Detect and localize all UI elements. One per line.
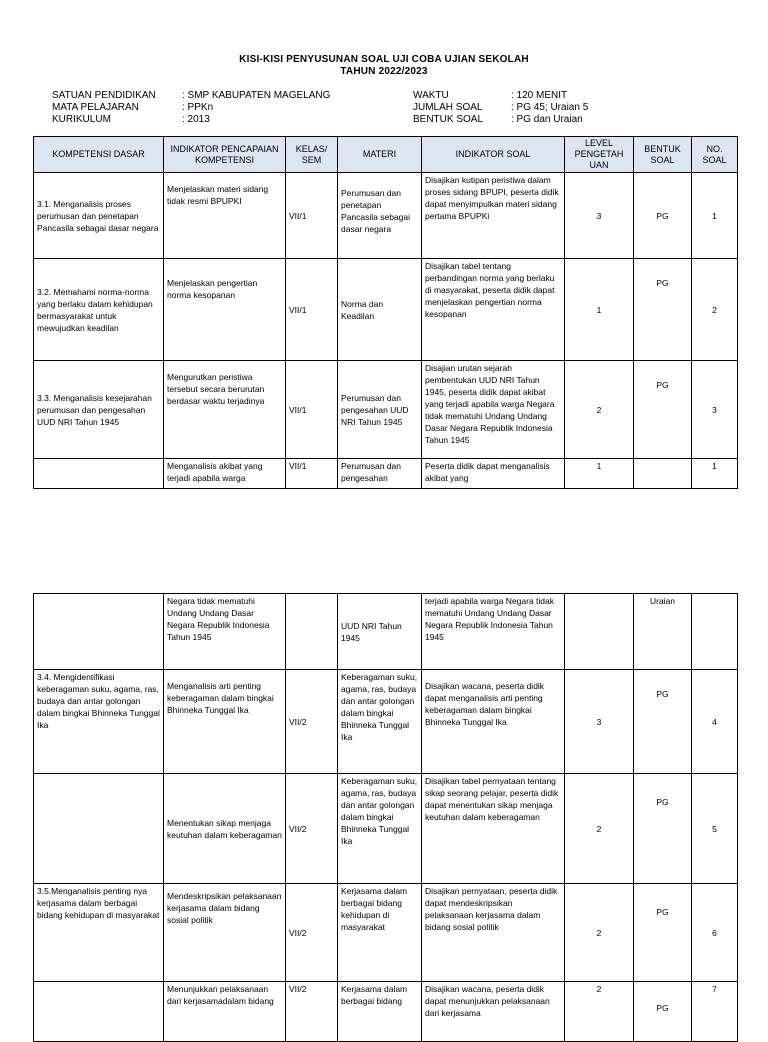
cell-kd	[34, 594, 164, 670]
cell-bentuk: PG	[634, 982, 692, 1042]
table-row	[34, 774, 738, 884]
cell-bentuk: Uraian	[634, 594, 692, 670]
kisi-table-page-2	[33, 593, 738, 1042]
cell-kelas: VII/2	[286, 982, 338, 1042]
cell-ipk: Menganalisis akibat yang terjadi apabila warga	[164, 459, 286, 489]
table-row	[34, 982, 738, 1042]
cell-materi: Kerjasama dalam berbagai bidang	[338, 982, 422, 1042]
cell-level	[565, 594, 634, 670]
cell-no: 2	[692, 259, 738, 361]
meta-right-values	[511, 90, 588, 126]
cell-bentuk: PG	[634, 670, 692, 774]
cell-ipk: Menjelaskan materi sidang tidak resmi BPUPKI	[164, 173, 286, 259]
cell-bentuk: PG	[634, 884, 692, 982]
header-indikator-pencapaian: INDIKATOR PENCAPAIAN KOMPETENSI	[164, 137, 286, 173]
table-row	[34, 173, 738, 259]
table-row	[34, 670, 738, 774]
cell-materi: Keberagaman suku, agama, ras, budaya dan antar golongan dalam bingkai Bhinneka Tunggal Ika	[338, 774, 422, 884]
meta-value: : PG 45; Uraian 5	[511, 102, 589, 113]
cell-materi: Perumusan dan pengesahan UUD NRI Tahun 1945	[338, 361, 422, 459]
cell-materi: UUD NRI Tahun 1945	[338, 594, 422, 670]
cell-kd: 3.2. Memahami norma-norma yang berlaku dalam kehidupan bermasyarakat untuk mewujudkan keadilan	[34, 259, 164, 361]
header-bentuk-soal: BENTUK SOAL	[634, 137, 692, 173]
meta-label: SATUAN PENDIDIKAN	[52, 90, 156, 101]
cell-materi: Perumusan dan penetapan Pancasila sebagai dasar negara	[338, 173, 422, 259]
cell-level: 2	[565, 884, 634, 982]
meta-value: : 2013	[182, 114, 210, 125]
cell-indikator: Disajikan pernyataan, peserta didik dapat mendeskripsikan pelaksanaan kerjasama dalam bidang sosial politik	[422, 884, 565, 982]
cell-kd	[34, 982, 164, 1042]
header-kompetensi-dasar: KOMPETENSI DASAR	[34, 137, 164, 173]
cell-no: 3	[692, 361, 738, 459]
cell-kd: 3.3. Menganalisis kesejarahan perumusan dan pengesahan UUD NRI Tahun 1945	[34, 361, 164, 459]
document-subtitle: TAHUN 2022/2023	[340, 66, 428, 77]
cell-bentuk: PG	[634, 774, 692, 884]
cell-kelas: VII/2	[286, 670, 338, 774]
cell-no	[692, 594, 738, 670]
cell-no: 5	[692, 774, 738, 884]
cell-indikator: terjadi apabila warga Negara tidak mematuhi Undang Undang Dasar Negara Republik Indonesia Tahun 1945	[422, 594, 565, 670]
cell-bentuk: PG	[634, 361, 692, 459]
kisi-table-page-1	[33, 136, 738, 489]
header-indikator-soal: INDIKATOR SOAL	[422, 137, 565, 173]
cell-indikator: Disajikan tabel pernyataan tentang sikap seorang pelajar, peserta didik dapat menentukan sikap menjaga keutuhan dalam keberagaman	[422, 774, 565, 884]
cell-indikator: Disajikan wacana, peserta didik dapat menganalisis arti penting keberagaman dalam bingkai Bhinneka Tunggal Ika	[422, 670, 565, 774]
meta-left-labels	[52, 90, 156, 126]
meta-value: : PPKn	[182, 102, 214, 113]
cell-level: 3	[565, 670, 634, 774]
cell-ipk: Menentukan sikap menjaga keutuhan dalam keberagaman	[164, 774, 286, 884]
table-row	[34, 361, 738, 459]
cell-level: 2	[565, 982, 634, 1042]
cell-ipk: Mendeskripsikan pelaksanaan kerjasama dalam bidang sosial politik	[164, 884, 286, 982]
cell-indikator: Disajian urutan sejarah pembentukan UUD NRI Tahun 1945, peserta didik dapat akibat yang terjadi apabila warga Negara tidak mematuhi Undang Undang Dasar Negara Republik Indonesia Tahun 1945	[422, 361, 565, 459]
cell-no: 7	[692, 982, 738, 1042]
cell-kd: 3.5.Menganalisis penting nya kerjasama dalam berbagai bidang kehidupan di masyarakat	[34, 884, 164, 982]
cell-kelas: VII/2	[286, 884, 338, 982]
meta-label: JUMLAH SOAL	[413, 102, 483, 113]
cell-level: 2	[565, 361, 634, 459]
cell-bentuk: PG	[634, 173, 692, 259]
cell-kelas: VII/1	[286, 259, 338, 361]
meta-left-values	[182, 90, 330, 126]
cell-materi: Perumusan dan pengesahan	[338, 459, 422, 489]
cell-indikator: Peserta didik dapat menganalisis akibat yang	[422, 459, 565, 489]
header-kelas-sem: KELAS/ SEM	[286, 137, 338, 173]
cell-no: 1	[692, 173, 738, 259]
header-level: LEVEL PENGETAH UAN	[565, 137, 634, 173]
cell-kd	[34, 774, 164, 884]
cell-kd: 3.4. Mengidentifikasi keberagaman suku, agama, ras, budaya dan antar golongan dalam bingkai Bhinneka Tunggal Ika	[34, 670, 164, 774]
cell-no: 1	[692, 459, 738, 489]
cell-ipk: Mengurutkan peristiwa tersebut secara berurutan berdasar waktu terjadinya	[164, 361, 286, 459]
cell-level: 2	[565, 774, 634, 884]
cell-kd: 3.1. Menganalisis proses perumusan dan penetapan Pancasila sebagai dasar negara	[34, 173, 164, 259]
meta-right-labels	[413, 90, 483, 126]
meta-label: MATA PELAJARAN	[52, 102, 139, 113]
cell-kelas: VII/1	[286, 459, 338, 489]
meta-value: : PG dan Uraian	[511, 114, 583, 125]
header-no-soal: NO. SOAL	[692, 137, 738, 173]
meta-value: : SMP KABUPATEN MAGELANG	[182, 90, 331, 101]
document-title: KISI-KISI PENYUSUNAN SOAL UJI COBA UJIAN SEKOLAH	[239, 54, 529, 65]
cell-indikator: Disajikan tabel tentang perbandingan norma yang berlaku di masyarakat, peserta didik dapat menjelaskan pengertian norma kesopanan	[422, 259, 565, 361]
cell-no: 4	[692, 670, 738, 774]
header-materi: MATERI	[338, 137, 422, 173]
cell-level: 3	[565, 173, 634, 259]
cell-kelas: VII/1	[286, 361, 338, 459]
cell-ipk: Menjelaskan pengertian norma kesopanan	[164, 259, 286, 361]
meta-label: WAKTU	[413, 90, 449, 101]
cell-bentuk: PG	[634, 259, 692, 361]
cell-indikator: Disajikan kutipan peristiwa dalam proses sidang BPUPI, peserta didik dapat menyimpulkan materi sidang pertama BPUPKi	[422, 173, 565, 259]
cell-kelas: VII/2	[286, 774, 338, 884]
meta-label: KURIKULUM	[52, 114, 111, 125]
cell-no: 6	[692, 884, 738, 982]
cell-kelas: VII/1	[286, 173, 338, 259]
meta-label: BENTUK SOAL	[413, 114, 484, 125]
cell-kd	[34, 459, 164, 489]
cell-materi: Norma dan Keadilan	[338, 259, 422, 361]
meta-value: : 120 MENIT	[511, 90, 568, 101]
table-row	[34, 459, 738, 489]
cell-materi: Kerjasama dalam berbagai bidang kehidupan di masyarakat	[338, 884, 422, 982]
cell-bentuk	[634, 459, 692, 489]
cell-indikator: Disajikan wacana, peserta didik dapat menunjukkan pelaksanaan dari kerjasama	[422, 982, 565, 1042]
table-row	[34, 884, 738, 982]
cell-level: 1	[565, 459, 634, 489]
cell-ipk: Menganalisis arti penting keberagaman dalam bingkai Bhinneka Tunggal Ika	[164, 670, 286, 774]
cell-ipk: Menunjukkan pelaksanaan dari kerjasamadalam bidang	[164, 982, 286, 1042]
cell-level: 1	[565, 259, 634, 361]
table-row	[34, 594, 738, 670]
cell-materi: Keberagaman suku, agama, ras, budaya dan antar golongan dalam bingkai Bhinneka Tunggal Ika	[338, 670, 422, 774]
table-row	[34, 259, 738, 361]
cell-kelas	[286, 594, 338, 670]
cell-ipk: Negara tidak mematuhi Undang Undang Dasar Negara Republik Indonesia Tahun 1945	[164, 594, 286, 670]
table-header-row	[34, 137, 738, 173]
